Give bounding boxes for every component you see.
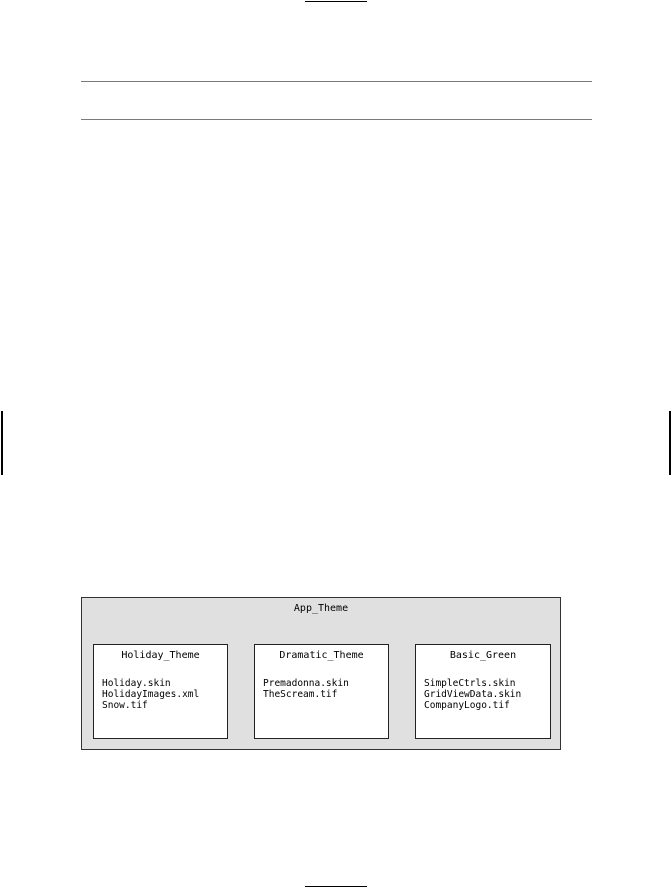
file-item: Premadonna.skin [263,678,349,689]
crop-mark-right [669,411,671,475]
crop-mark-top [305,1,367,2]
holiday-theme-folder [93,644,228,739]
file-item: Holiday.skin [102,678,171,689]
crop-mark-bottom [305,886,367,887]
header-rule-top [81,81,592,82]
file-item: SimpleCtrls.skin [424,678,516,689]
crop-mark-left [1,411,3,475]
file-item: HolidayImages.xml [102,689,200,700]
file-item: CompanyLogo.tif [424,700,510,711]
file-item: GridViewData.skin [424,689,522,700]
holiday-theme-file-list [102,678,199,711]
dramatic-theme-label: Dramatic_Theme [279,650,364,661]
basic-green-theme-label: Basic_Green [449,650,517,661]
basic-green-theme-folder [415,644,551,739]
dramatic-theme-folder [254,644,389,739]
app-theme-label: App_Theme [293,603,349,614]
file-item: Snow.tif [102,700,148,711]
file-item: TheScream.tif [263,689,338,700]
dramatic-theme-file-list [263,678,349,700]
holiday-theme-label: Holiday_Theme [121,650,200,661]
basic-green-theme-file-list [424,678,521,711]
app-theme-folder [81,597,561,750]
header-rule-bottom [81,119,592,120]
